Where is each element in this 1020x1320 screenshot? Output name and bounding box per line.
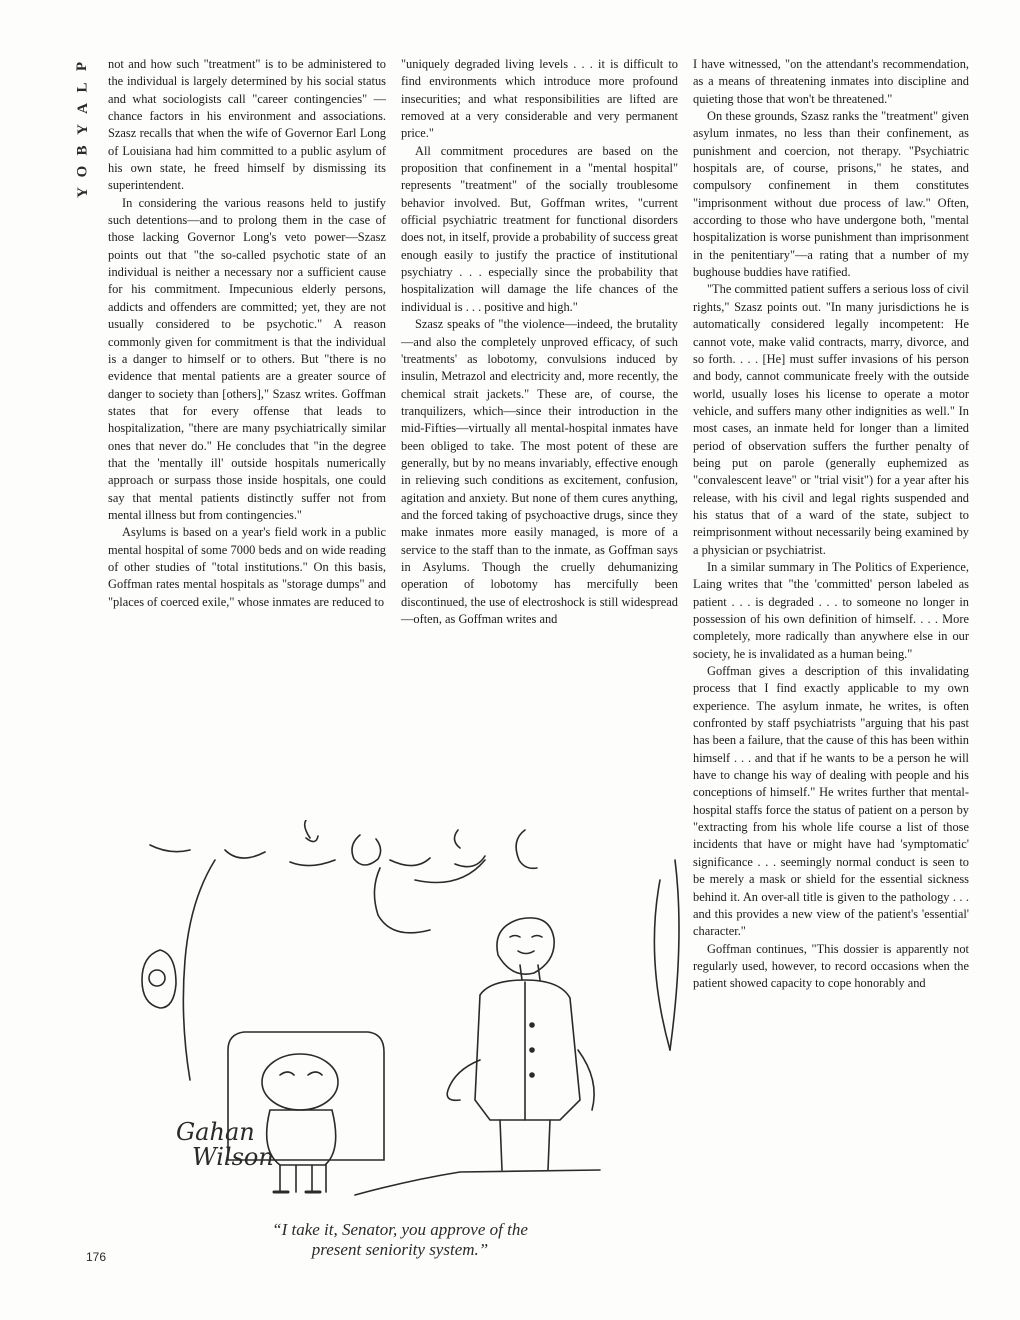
masthead-letter: A [74, 103, 91, 114]
paragraph: On these grounds, Szasz ranks the "treatment" given asylum inmates, no less than their confinement, as punishment and coercion, not therapy. "Psychiatric hospitals are, of course, prisons," he states, and compulsory confinement in them constitutes "imprisonment without due process of law." Often, according to those who have undergone both, "mental hospitalization is worse punishment than imprisonment in the penitentiary"—a rating that a number of my bughouse buddies have ratified. [693, 109, 969, 280]
paragraph: Goffman continues, "This dossier is apparently not regularly used, however, to record occasions when the patient showed capacity to cope honorably and [693, 941, 969, 991]
cartoon-caption [200, 1220, 600, 1260]
paragraph: "uniquely degraded living levels . . . it is difficult to find environments which introduce more profound insecurities; and what responsibilities are lifted are removed at a very considerable and very permanent price." [401, 57, 678, 141]
paragraph: I have witnessed, "on the attendant's recommendation, as a means of threatening inmates into discipline and quieting those that won't be threatened." [693, 57, 969, 106]
article-column-2 [401, 56, 678, 628]
masthead [72, 56, 94, 203]
paragraph: Goffman gives a description of this invalidating process that I find exactly applicable to my own experience. The asylum inmate, he writes, is often confronted by staff psychiatrists "arguing that his past has been a failure, that the cause of this has been within himself . . . and that if he wants to be a person he will have to change his way of dealing with people and his conceptions of himself." He writes further that mental-hospital staffs force the status of patient on a person by "extracting from his whole life course a list of those incidents that have or might have had 'symptomatic' significance . . . seemingly normal conduct is seen to be merely a mask or shield for the essential sickness behind it. An over-all title is given to the pathology . . . and this provides a new view of the patient's 'essential' character." [693, 664, 969, 939]
masthead-letter: Y [74, 124, 91, 135]
paragraph: Szasz speaks of "the violence—indeed, the brutality—and also the completely unproved efficacy, of such 'treatments' as lobotomy, convulsions induced by insulin, Metrazol and electricity and, more recently, the chemical strait jackets." These are, of course, the tranquilizers, which—since their introduction in the mid-Fifties—virtually all mental-hospital inmates have been obliged to take. The most potent of these are generally, but by no means invariably, effective enough in relieving such conditions as excitement, confusion, agitation and anxiety. But none of them cures anything, and the forced taking of psychoactive drugs, since they make inmates more easily managed, is more of a service to the staff than to the inmate, as Goffman says in Asylums. Though the cruelly dehumanizing operation of lobotomy has mercifully been discontinued, the use of electroshock is still widespread—often, as Goffman writes and [401, 317, 678, 626]
paragraph: "The committed patient suffers a serious loss of civil rights," Szasz points out. "In many jurisdictions he is automatically considered legally incompetent: He cannot vote, make valid contracts, marry, divorce, and so forth. . . . [He] must suffer invasions of his person and body, cannot communicate freely with the outside world, usually loses his license to operate a motor vehicle, and suffers many other indignities as well." In most cases, an inmate held for longer than a limited period of observation suffers the further penalty of being put on parole (generally euphemized as "convalescent leave" or "trial visit") for a year after his release, with his civil and legal rights suspended and his status that of a ward of the state, subject to reimprisonment without necessarily being examined by a physician or psychiatrist. [693, 282, 969, 557]
masthead-letter: P [74, 61, 91, 72]
paragraph: In a similar summary in The Politics of Experience, Laing writes that "the 'committed' person labeled as patient . . . is degraded . . . to someone no longer in possession of his own definition of himself. . . . More completely, more radically than anywhere else in our society, he is invalidated as a human being." [693, 559, 969, 661]
paragraph: All commitment procedures are based on the proposition that confinement in a "mental hospital" represents "treatment" of the socially troublesome behavior involved. But, Goffman writes, "current official psychiatric treatment for functional disorders does not, in itself, provide a probability of success great enough easily to justify the practice of institutional psychiatry . . . especially since the probability that hospitalization will damage the life chances of the individual is . . . positive and high." [401, 143, 678, 314]
page-number: 176 [86, 1250, 107, 1264]
masthead-letter: B [74, 145, 91, 156]
article-column-1 [108, 56, 386, 611]
paragraph: Asylums is based on a year's field work in a public mental hospital of some 7000 beds and on wide reading of other studies of "total institutions." On this basis, Goffman rates mental hospitals as "storage dumps" and "places of coerced exile," whose inmates are reduced to [108, 525, 386, 609]
paragraph: In considering the various reasons held to justify such detentions—and to prolong them in the case of those lacking Governor Long's veto power—Szasz points out that "the so-called psychotic state of an individual is neither a necessary nor a sufficient cause for his commitment. Impecunious elderly persons, addicts and offenders are committed; yet, they are not usually considered to be psychotic." A reason commonly given for commitment is that the individual is a danger to himself or to others. But "there is no evidence that mental patients are a greater source of danger to society than [others]," Szasz writes. Goffman states that for every offense that leads to hospitalization, "there are many psychiatrically similar ones that never do." He concludes that "in the degree that the 'mentally ill' outside hospitals numerically approach or surpass those inside hospitals, one could say that mental patients distinctly suffer not from mental illness but from contingencies." [108, 195, 386, 522]
paragraph: not and how such "treatment" is to be administered to the individual is largely determined by his social status and what sociologists call "career contingencies" —chance factors in his environment and associations. Szasz recalls that when the wife of Governor Earl Long of Louisiana had him committed to a public asylum of his own state, he freed himself by dismissing its superintendent. [108, 57, 386, 193]
caption-line-1: “I take it, Senator, you approve of the [272, 1220, 528, 1239]
signature-line-1: Gahan [176, 1118, 255, 1146]
caption-line-2: present seniority system.” [311, 1240, 489, 1259]
cartoonist-signature [176, 1120, 274, 1170]
masthead-letter: O [74, 165, 91, 178]
masthead-letter: L [74, 82, 91, 93]
signature-line-2: Wilson [192, 1143, 274, 1171]
article-column-3 [693, 56, 969, 993]
masthead-letter: Y [74, 187, 91, 198]
